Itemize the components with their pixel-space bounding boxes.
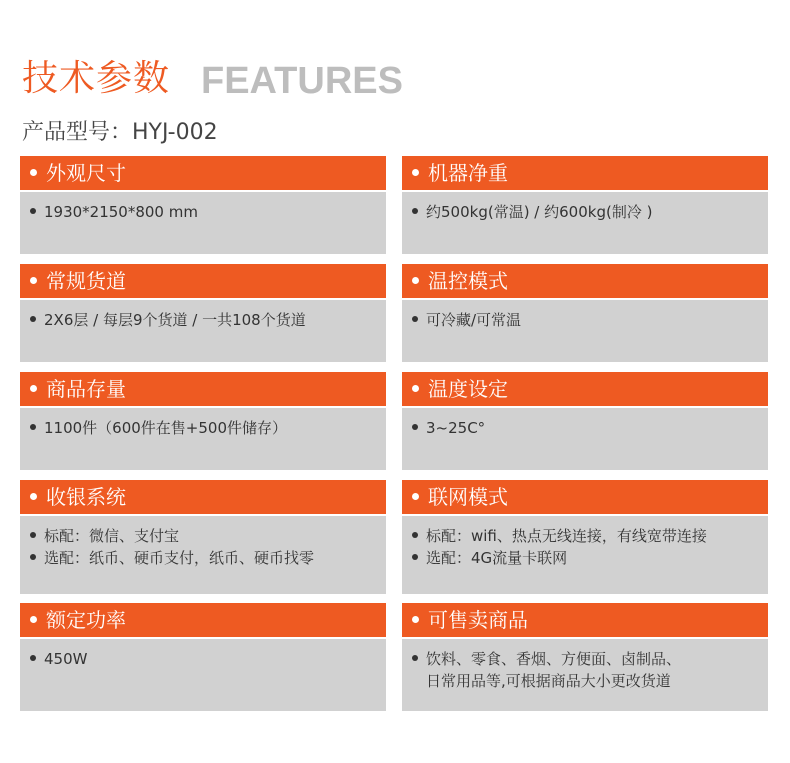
spec-card-capacity xyxy=(20,372,386,470)
spec-line xyxy=(412,201,760,223)
bullet-icon xyxy=(412,554,418,560)
bullet-dot-icon xyxy=(412,169,419,176)
bullet-icon xyxy=(30,532,36,538)
spec-card-body xyxy=(20,514,386,594)
spec-card-header xyxy=(20,264,386,298)
spec-card-body xyxy=(402,190,768,254)
spec-line xyxy=(412,309,760,331)
bullet-icon xyxy=(30,208,36,214)
spec-card-title: 机器净重 xyxy=(428,161,508,185)
spec-card-body xyxy=(402,514,768,594)
bullet-dot-icon xyxy=(30,169,37,176)
bullet-icon xyxy=(30,655,36,661)
bullet-icon xyxy=(412,316,418,322)
spec-card-title: 联网模式 xyxy=(428,485,508,509)
spec-card-header xyxy=(20,603,386,637)
spec-card-body xyxy=(20,298,386,362)
bullet-icon xyxy=(30,554,36,560)
spec-card-body xyxy=(402,298,768,362)
spec-card-header xyxy=(20,372,386,406)
spec-card-title: 温度设定 xyxy=(428,377,508,401)
spec-line xyxy=(30,525,378,547)
spec-card-body xyxy=(402,637,768,711)
spec-card-title: 额定功率 xyxy=(46,608,126,632)
bullet-icon xyxy=(412,532,418,538)
spec-card-body xyxy=(402,406,768,470)
spec-text: 450W xyxy=(44,650,88,668)
spec-text: 3~25C° xyxy=(426,419,486,437)
spec-card-weight xyxy=(402,156,768,254)
spec-text: 约500kg(常温) / 约600kg(制冷 ) xyxy=(426,203,653,221)
spec-card-products xyxy=(402,603,768,711)
bullet-dot-icon xyxy=(412,616,419,623)
bullet-dot-icon xyxy=(30,277,37,284)
bullet-icon xyxy=(412,655,418,661)
spec-card-title: 收银系统 xyxy=(46,485,126,509)
spec-card-header xyxy=(20,156,386,190)
spec-card-header xyxy=(402,264,768,298)
spec-card-power xyxy=(20,603,386,711)
spec-line xyxy=(30,547,378,569)
spec-line xyxy=(412,648,760,670)
spec-card-header xyxy=(402,156,768,190)
spec-line xyxy=(30,648,378,670)
spec-text: 选配：4G流量卡联网 xyxy=(426,549,568,567)
spec-line xyxy=(412,525,760,547)
spec-card-temp-mode xyxy=(402,264,768,362)
spec-line-continued: 日常用品等,可根据商品大小更改货道 xyxy=(426,672,671,690)
spec-text: 2X6层 / 每层9个货道 / 一共108个货道 xyxy=(44,311,306,329)
spec-card-body xyxy=(20,190,386,254)
bullet-icon xyxy=(30,316,36,322)
bullet-icon xyxy=(412,424,418,430)
spec-card-body xyxy=(20,637,386,711)
page-subtitle: FEATURES xyxy=(201,60,403,102)
spec-text: 1930*2150*800 mm xyxy=(44,203,198,221)
model-number: 产品型号：HYJ-002 xyxy=(22,120,218,145)
spec-card-title: 商品存量 xyxy=(46,377,126,401)
spec-card-header xyxy=(402,603,768,637)
spec-line xyxy=(30,417,378,439)
spec-card-header xyxy=(402,480,768,514)
spec-text: 标配：微信、支付宝 xyxy=(44,527,180,545)
spec-card-title: 温控模式 xyxy=(428,269,508,293)
spec-text: 饮料、零食、香烟、方便面、卤制品、 xyxy=(426,650,682,668)
spec-card-dimensions xyxy=(20,156,386,254)
spec-card-network xyxy=(402,480,768,594)
spec-card-channels xyxy=(20,264,386,362)
spec-line xyxy=(30,201,378,223)
spec-text: 1100件（600件在售+500件储存） xyxy=(44,419,288,437)
spec-card-body xyxy=(20,406,386,470)
bullet-icon xyxy=(30,424,36,430)
spec-card-title: 常规货道 xyxy=(46,269,126,293)
bullet-dot-icon xyxy=(412,385,419,392)
spec-text: 可冷藏/可常温 xyxy=(426,311,522,329)
spec-text: 标配：wifi、热点无线连接，有线宽带连接 xyxy=(426,527,707,545)
bullet-dot-icon xyxy=(412,277,419,284)
bullet-dot-icon xyxy=(30,385,37,392)
bullet-dot-icon xyxy=(412,493,419,500)
spec-card-title: 外观尺寸 xyxy=(46,161,126,185)
spec-card-temp-setting xyxy=(402,372,768,470)
spec-card-header xyxy=(402,372,768,406)
spec-line xyxy=(30,309,378,331)
spec-line xyxy=(412,417,760,439)
bullet-dot-icon xyxy=(30,616,37,623)
spec-line xyxy=(412,547,760,569)
spec-card-payment xyxy=(20,480,386,594)
spec-card-header xyxy=(20,480,386,514)
bullet-icon xyxy=(412,208,418,214)
spec-text: 选配：纸币、硬币支付，纸币、硬币找零 xyxy=(44,549,315,567)
spec-card-title: 可售卖商品 xyxy=(428,608,528,632)
bullet-dot-icon xyxy=(30,493,37,500)
page-title: 技术参数 xyxy=(22,58,171,99)
